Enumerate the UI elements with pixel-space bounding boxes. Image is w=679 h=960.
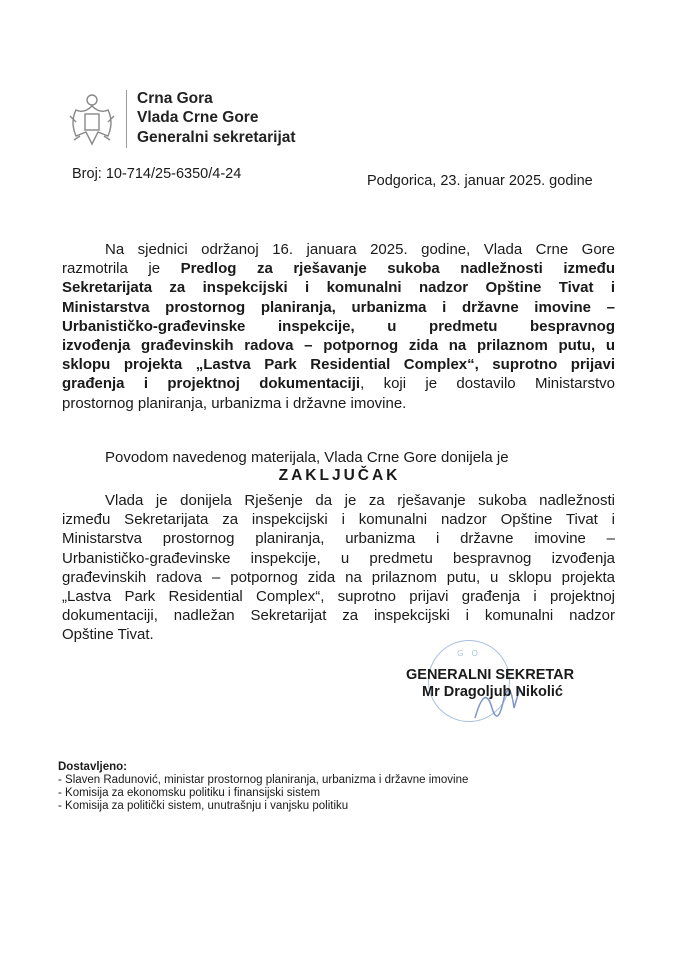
text-line	[62, 317, 615, 336]
header-secretariat: Generalni sekretarijat	[137, 129, 296, 146]
text-line: Urbanističko-građevinske inspekcije, u predmetu bespravnog izvođenja	[62, 549, 615, 567]
conclusion-title: ZAKLJUČAK	[278, 467, 401, 484]
text-segment: sklopu projekta „Lastva Park Residential Complex“, suprotno prijavi	[62, 356, 615, 374]
text-segment: razmotrila je	[62, 260, 181, 278]
text-line: „Lastva Park Residential Complex“, suprotno prijavi građenja i projektnoj	[62, 588, 615, 605]
text-line: dokumentaciji, nadležan Sekretarijat za inspekcijski i komunalni nadzor	[62, 607, 615, 625]
text-line	[62, 336, 615, 355]
header-divider	[126, 90, 127, 148]
text-line: Ministarstva prostornog planiranja, urbanizma i državne imovine –	[62, 530, 615, 548]
text-segment: , koji je dostavilo Ministarstvo	[360, 375, 615, 393]
signature-title: GENERALNI SEKRETAR	[406, 667, 575, 683]
signature-name: Mr Dragoljub Nikolić	[422, 684, 563, 700]
paragraph-material: Povodom navedenog materijala, Vlada Crne Gore donijela je	[105, 449, 509, 466]
text-line	[62, 394, 615, 413]
text-segment: građenja i projektnoj dokumentaciji	[62, 375, 361, 393]
text-segment: izvođenja građevinskih radova – potpornog zida na prilaznom putu, u	[62, 337, 615, 354]
text-segment: Sekretarijata za inspekcijski i komunalni nadzor Opštine Tivat i	[62, 279, 615, 297]
text-line	[62, 259, 615, 278]
reference-number: Broj: 10-714/25-6350/4-24	[72, 166, 242, 182]
text-line	[105, 240, 615, 259]
coat-of-arms-icon	[66, 92, 118, 148]
delivered-item: - Komisija za politički sistem, unutrašnju i vanjsku politiku	[58, 800, 349, 812]
text-line: Opštine Tivat.	[62, 626, 154, 644]
text-segment: Na sjednici održanoj 16. januara 2025. godine, Vlada Crne Gore	[105, 241, 615, 258]
delivered-item: - Komisija za ekonomsku politiku i finansijski sistem	[58, 787, 321, 799]
text-segment: Ministarstva prostornog planiranja, urbanizma i državne imovine –	[62, 298, 615, 316]
text-segment: prostornog planiranja, urbanizma i državne imovine.	[62, 394, 407, 412]
text-segment: Urbanističko-građevinske inspekcije, u predmetu bespravnog	[62, 317, 615, 335]
text-line	[62, 298, 615, 317]
delivered-item: - Slaven Radunović, ministar prostornog planiranja, urbanizma i državne imovine	[58, 774, 469, 786]
header-government: Vlada Crne Gore	[137, 109, 259, 126]
text-line: Vlada je donijela Rješenje da je za rješavanje sukoba nadležnosti	[105, 492, 615, 509]
delivered-label: Dostavljeno:	[58, 761, 128, 773]
text-line: između Sekretarijata za inspekcijski i komunalni nadzor Opštine Tivat i	[62, 511, 615, 529]
text-segment: Predlog za rješavanje sukoba nadležnosti između	[180, 260, 615, 278]
text-line	[62, 278, 615, 297]
header-country: Crna Gora	[137, 90, 213, 107]
text-line	[62, 374, 615, 393]
place-date: Podgorica, 23. januar 2025. godine	[367, 173, 593, 189]
official-stamp: G O	[428, 640, 510, 722]
text-line: građevinskih radova – potpornog zida na prilaznom putu, u sklopu projekta	[62, 568, 615, 586]
text-line	[62, 355, 615, 374]
